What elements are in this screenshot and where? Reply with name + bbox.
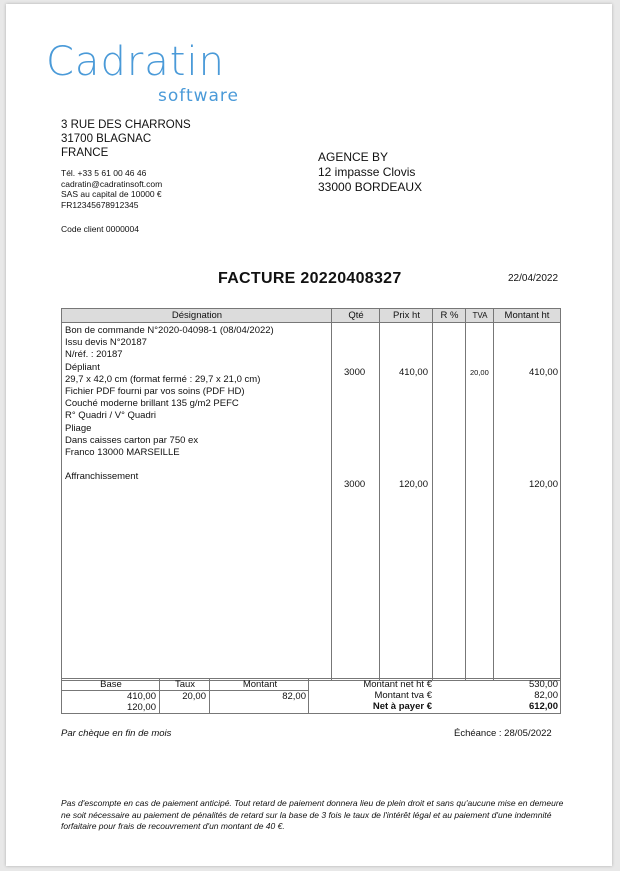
row1-vat: 20,00 <box>470 368 489 377</box>
total-vat-row <box>309 690 560 701</box>
vat-row1-rate: 20,00 <box>182 691 206 702</box>
header-discount: R % <box>433 309 466 323</box>
logo-tagline: software <box>158 86 240 106</box>
vat-header-amount: Montant <box>242 679 278 690</box>
row1-amount: 410,00 <box>528 367 558 378</box>
column-divider <box>379 309 380 680</box>
total-net-value: 530,00 <box>528 679 558 690</box>
vat-row1-base: 410,00 <box>126 691 156 702</box>
vat-header-rate: Taux <box>174 679 196 690</box>
sender-phone: Tél. +33 5 61 00 46 46 <box>61 168 147 178</box>
company-logo <box>46 39 240 106</box>
vat-breakdown-table <box>61 678 309 714</box>
column-divider <box>465 309 466 680</box>
row2-amount: 120,00 <box>528 479 558 490</box>
row1-qty: 3000 <box>344 367 366 378</box>
total-pay-value: 612,00 <box>528 701 558 712</box>
header-designation: Désignation <box>62 309 332 323</box>
row2-price: 120,00 <box>398 479 428 490</box>
column-divider <box>493 309 494 680</box>
invoice-title: FACTURE 20220408327 <box>218 270 402 287</box>
total-net-label: Montant net ht € <box>363 679 432 690</box>
column-divider <box>331 309 332 680</box>
totals-summary <box>309 678 561 714</box>
column-divider <box>432 309 433 680</box>
vat-row2-base: 120,00 <box>126 702 156 713</box>
totals-section <box>61 678 561 714</box>
vat-column-divider <box>159 679 160 713</box>
legal-notice: Pas d'escompte en cas de paiement anticipé. Tout retard de paiement donnera lieu de plein droit et sans qu'aucune mise en demeure ne soit nécessaire au paiement de pénalités de retard sur la base de 3 fois le taux de l'intérêt légal et au paiement d'une indemnité forfaitaire pour frais de recouvrement d'un montant de 40 €. <box>61 798 564 831</box>
sender-email: cadratin@cadratinsoft.com <box>61 178 163 189</box>
vat-header-base: Base <box>100 679 122 690</box>
line-items-description: Bon de commande N°2020-04098-1 (08/04/2022) Issu devis N°20187 N/réf. : 20187 Dépliant 29,7 x 42,0 cm (format fermé : 29,7 x 21,0 cm) Fichier PDF fourni par vos soins (PDF HD) Couché moderne brillant 135 g/m2 PEFC R° Quadri / V° Quadri Pliage Dans caisses carton par 750 ex Franco 13000 MARSEILLE Affranchissement <box>65 325 274 483</box>
row1-price: 410,00 <box>398 367 428 378</box>
payment-terms: Par chèque en fin de mois <box>61 728 172 739</box>
recipient-address <box>318 150 422 195</box>
line-items-table <box>61 308 561 681</box>
header-amount: Montant ht <box>494 309 560 323</box>
sender-address-line: 31700 BLAGNAC <box>61 133 152 145</box>
due-date: Échéance : 28/05/2022 <box>454 728 552 739</box>
invoice-date: 22/04/2022 <box>508 273 559 284</box>
recipient-line: 12 impasse Clovis <box>318 165 416 179</box>
total-vat-label: Montant tva € <box>374 690 432 701</box>
sender-vat-number: FR12345678912345 <box>61 199 139 210</box>
vat-row1-amount: 82,00 <box>282 691 306 702</box>
header-vat: TVA <box>466 309 494 323</box>
recipient-line: 33000 BORDEAUX <box>318 180 423 194</box>
sender-contact <box>61 168 162 210</box>
logo-wordmark: Cadratin <box>46 39 225 85</box>
sender-address <box>61 118 191 160</box>
sender-address-line: FRANCE <box>61 147 109 159</box>
header-price: Prix ht <box>380 309 433 323</box>
recipient-line: AGENCE BY <box>318 150 389 164</box>
header-qty: Qté <box>332 309 380 323</box>
total-pay-label: Net à payer € <box>372 701 432 712</box>
total-pay-row <box>309 701 560 712</box>
client-code: Code client 0000004 <box>61 224 139 234</box>
total-net-row <box>309 679 560 690</box>
vat-column-divider <box>209 679 210 713</box>
row2-qty: 3000 <box>344 479 366 490</box>
sender-address-line: 3 RUE DES CHARRONS <box>61 119 191 131</box>
sender-capital: SAS au capital de 10000 € <box>61 189 162 199</box>
total-vat-value: 82,00 <box>534 690 558 701</box>
invoice-page <box>6 4 612 866</box>
